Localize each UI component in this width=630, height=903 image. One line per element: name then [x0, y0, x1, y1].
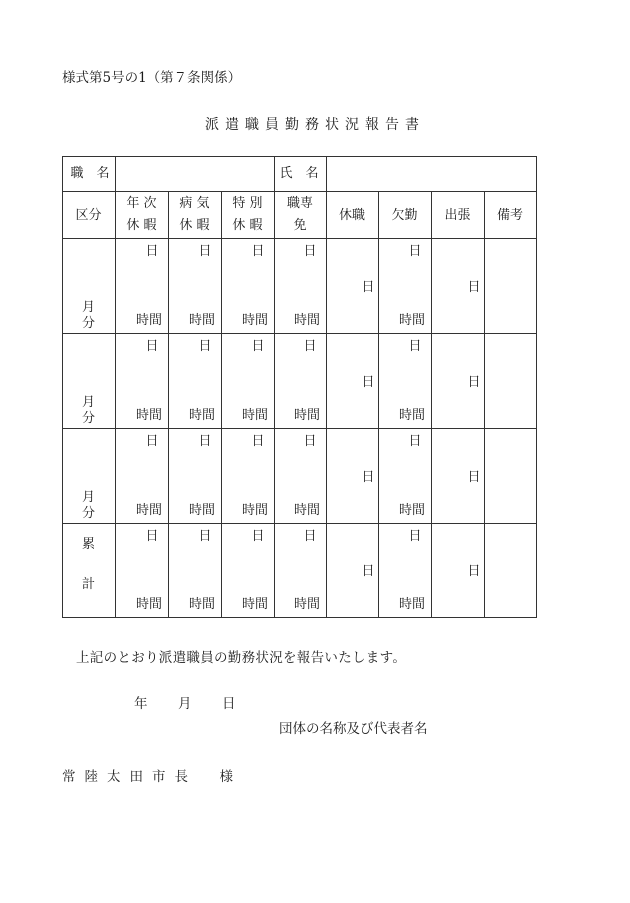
attendance-table — [62, 156, 536, 617]
hours-unit: 時間 — [293, 313, 320, 328]
period-label: 累 計 — [81, 537, 95, 592]
days-unit: 日 — [361, 279, 375, 295]
days-unit: 日 — [303, 244, 317, 259]
name-field[interactable] — [327, 158, 532, 188]
days-unit: 日 — [251, 529, 265, 544]
business-trip-header: 出張 — [444, 208, 471, 223]
hours-unit: 時間 — [398, 408, 425, 423]
days-unit: 日 — [361, 374, 375, 390]
duty-exemption-header: 職専 免 — [286, 196, 313, 233]
hours-unit: 時間 — [293, 408, 320, 423]
report-statement: 上記のとおり派遣職員の勤務状況を報告いたします。 — [76, 650, 407, 666]
days-unit: 日 — [145, 529, 159, 544]
days-unit: 日 — [467, 469, 481, 485]
days-unit: 日 — [198, 339, 212, 354]
hours-unit: 時間 — [135, 597, 162, 612]
table-col-line — [221, 191, 222, 617]
table-row-line — [62, 428, 536, 429]
job-title-field[interactable] — [116, 158, 272, 188]
date-month-label: 月 — [178, 696, 192, 712]
job-title-label: 職 名 — [70, 166, 110, 181]
date-day-label: 日 — [222, 696, 236, 712]
hours-unit: 時間 — [188, 503, 215, 518]
days-unit: 日 — [361, 564, 375, 579]
organization-representative-label: 団体の名称及び代表者名 — [279, 721, 428, 737]
hours-unit: 時間 — [241, 503, 268, 518]
days-unit: 日 — [145, 339, 159, 354]
days-unit: 日 — [467, 564, 481, 579]
hours-unit: 時間 — [398, 503, 425, 518]
table-col-line — [326, 191, 327, 617]
sick-leave-header: 病 気 休 暇 — [179, 196, 210, 233]
special-leave-header: 特 別 休 暇 — [232, 196, 263, 233]
days-unit: 日 — [303, 529, 317, 544]
annual-leave-header: 年 次 休 暇 — [126, 196, 157, 233]
table-col-line — [326, 156, 327, 191]
table-row-line — [62, 617, 536, 618]
table-col-line — [274, 156, 275, 191]
hours-unit: 時間 — [293, 597, 320, 612]
table-row-line — [62, 238, 536, 239]
hours-unit: 時間 — [398, 597, 425, 612]
days-unit: 日 — [303, 434, 317, 449]
period-label: 月 分 — [81, 395, 95, 426]
hours-unit: 時間 — [293, 503, 320, 518]
days-unit: 日 — [145, 244, 159, 259]
hours-unit: 時間 — [398, 313, 425, 328]
period-label: 月 分 — [81, 300, 95, 331]
hours-unit: 時間 — [241, 313, 268, 328]
leave-of-absence-header: 休職 — [338, 208, 365, 223]
table-row-line — [62, 523, 536, 524]
days-unit: 日 — [408, 434, 422, 449]
table-col-line — [168, 191, 169, 617]
category-header: 区分 — [75, 208, 102, 223]
table-col-line — [536, 156, 537, 618]
date-year-label: 年 — [134, 696, 148, 712]
hours-unit: 時間 — [188, 313, 215, 328]
hours-unit: 時間 — [135, 313, 162, 328]
days-unit: 日 — [251, 434, 265, 449]
hours-unit: 時間 — [188, 408, 215, 423]
days-unit: 日 — [408, 244, 422, 259]
table-col-line — [115, 191, 116, 617]
days-unit: 日 — [408, 529, 422, 544]
days-unit: 日 — [467, 279, 481, 295]
remarks-header: 備考 — [496, 208, 523, 223]
hours-unit: 時間 — [135, 408, 162, 423]
days-unit: 日 — [251, 339, 265, 354]
table-col-line — [115, 156, 116, 191]
days-unit: 日 — [361, 469, 375, 485]
days-unit: 日 — [251, 244, 265, 259]
document-title: 派遣職員勤務状況報告書 — [205, 117, 425, 133]
absence-header: 欠勤 — [391, 208, 418, 223]
days-unit: 日 — [198, 244, 212, 259]
days-unit: 日 — [408, 339, 422, 354]
table-col-line — [484, 191, 485, 617]
period-label: 月 分 — [81, 490, 95, 521]
addressee: 常陸太田市長 様 — [62, 769, 242, 785]
table-col-line — [274, 191, 275, 617]
hours-unit: 時間 — [188, 597, 215, 612]
table-col-line — [378, 191, 379, 617]
table-row-line — [62, 156, 536, 157]
form-number: 様式第5号の1（第７条関係） — [62, 70, 242, 86]
days-unit: 日 — [198, 434, 212, 449]
hours-unit: 時間 — [241, 597, 268, 612]
name-label: 氏 名 — [279, 166, 319, 181]
days-unit: 日 — [145, 434, 159, 449]
table-row-line — [62, 191, 536, 192]
table-row-line — [62, 333, 536, 334]
table-col-line — [431, 191, 432, 617]
days-unit: 日 — [303, 339, 317, 354]
hours-unit: 時間 — [135, 503, 162, 518]
days-unit: 日 — [198, 529, 212, 544]
hours-unit: 時間 — [241, 408, 268, 423]
days-unit: 日 — [467, 374, 481, 390]
